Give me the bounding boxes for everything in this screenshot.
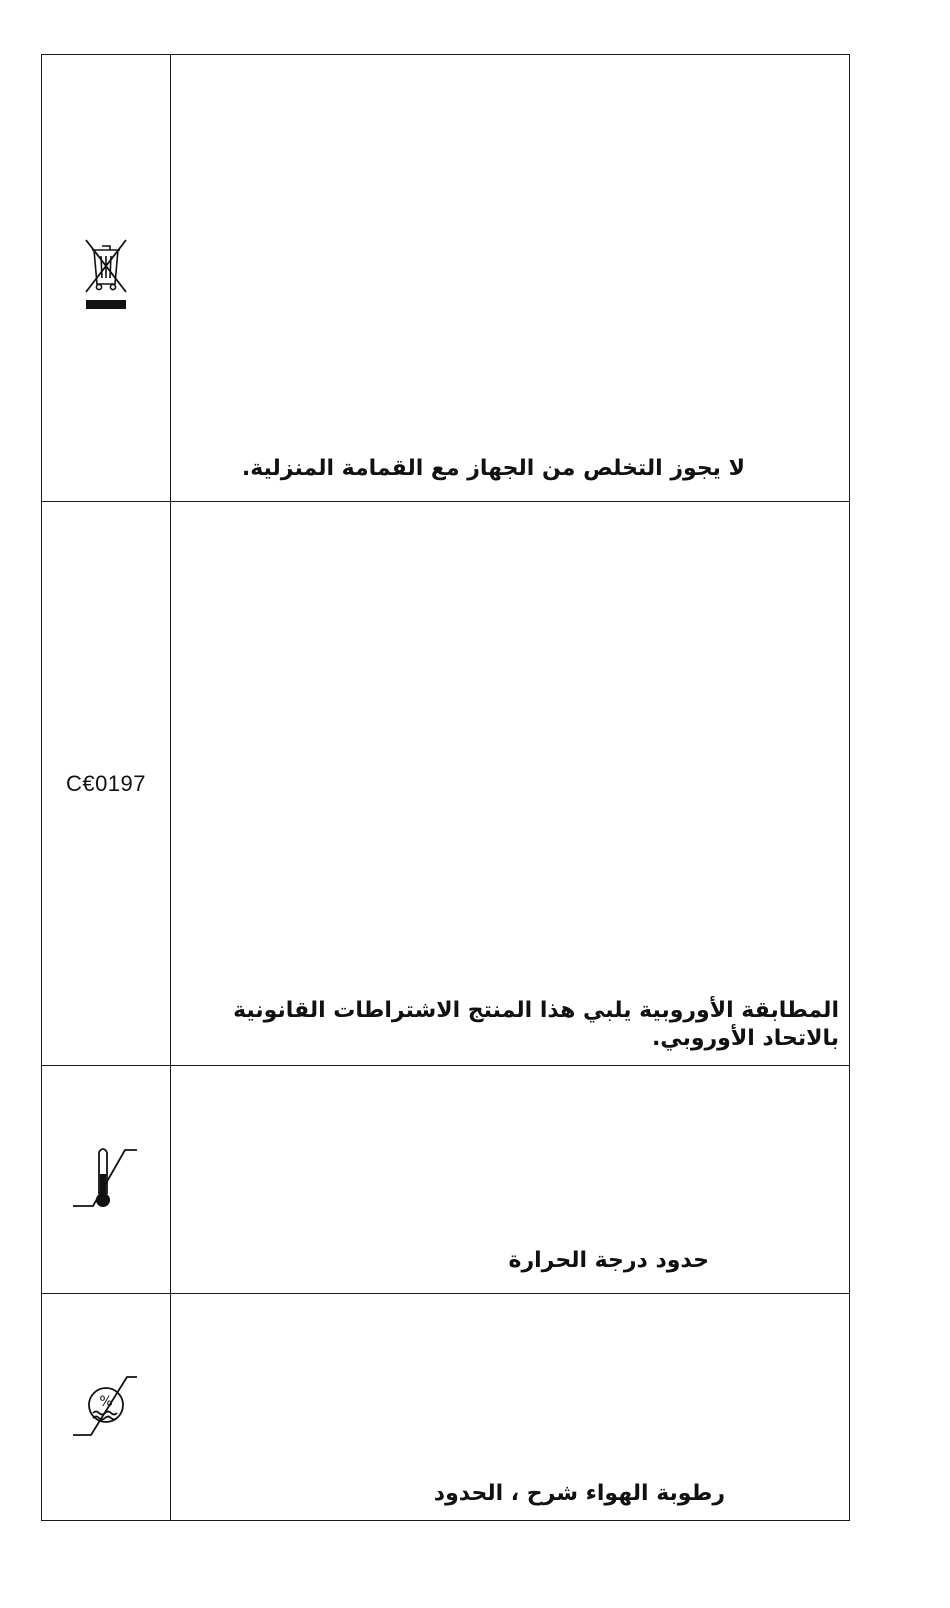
symbol-description: رطوبة الهواء شرح ، الحدود (433, 1481, 725, 1506)
symbol-cell (42, 55, 171, 502)
temperature-limit-icon (71, 1138, 141, 1218)
symbol-description: حدود درجة الحرارة (508, 1248, 709, 1273)
table-row (42, 55, 850, 502)
table-row (42, 1294, 850, 1521)
humidity-limit-icon (71, 1365, 141, 1445)
symbols-table (41, 54, 850, 1521)
symbol-description: المطابقة الأوروبية يلبي هذا المنتج الاشتراطات القانونية بالاتحاد الأوروبي. (233, 998, 839, 1051)
description-cell (171, 1066, 850, 1294)
table-row (42, 502, 850, 1066)
description-cell (171, 55, 850, 502)
symbol-description: لا يجوز التخلص من الجهاز مع القمامة المنزلية. (241, 456, 745, 481)
description-cell (171, 502, 850, 1066)
svg-text:%: % (99, 1394, 113, 1410)
table-row (42, 1066, 850, 1294)
crossed-out-wheelie-bin-icon (82, 236, 130, 316)
symbol-cell (42, 1066, 171, 1294)
description-cell (171, 1294, 850, 1521)
symbol-cell (42, 502, 171, 1066)
ce-mark-label: C€0197 (65, 770, 147, 796)
symbol-cell (42, 1294, 171, 1521)
